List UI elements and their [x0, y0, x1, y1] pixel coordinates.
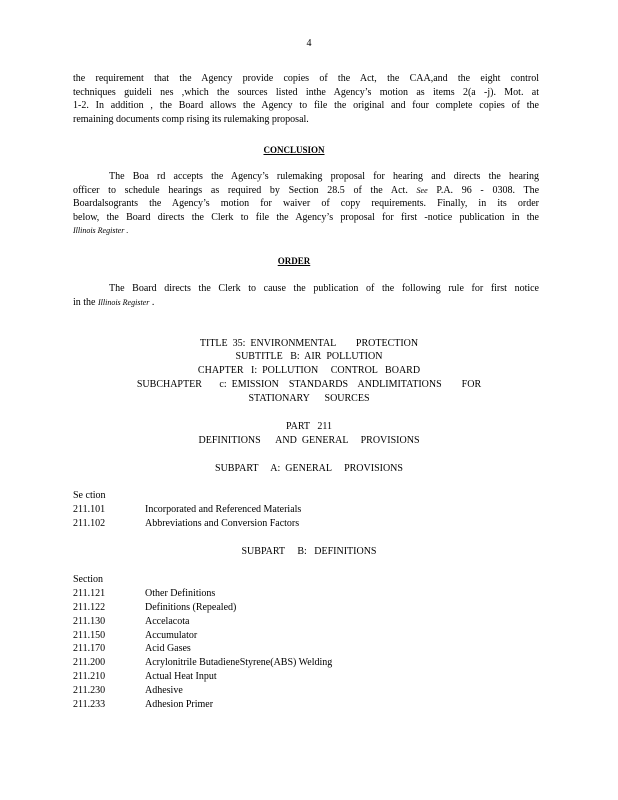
list-item: 211.122 Definitions (Repealed): [73, 601, 237, 613]
paragraph-conclusion: [73, 170, 539, 238]
subpart-a-heading: SUBPART A: GENERAL PROVISIONS: [215, 463, 403, 474]
list-item: 211.210 Actual Heat Input: [73, 671, 217, 683]
register-name: Illinois Register: [98, 297, 150, 307]
section-label: Section: [73, 574, 103, 585]
list-item: 211.200 Acrylonitrile ButadieneStyrene(ABS) Welding: [73, 657, 333, 669]
part-title: DEFINITIONS AND GENERAL PROVISIONS: [198, 435, 420, 446]
list-item: 211.102 Abbreviations and Conversion Factors: [73, 517, 300, 529]
text-line: in the Illinois Register .: [73, 296, 155, 308]
list-item: 211.130 Accelacota: [73, 615, 190, 627]
text-line: techniques guideli nes ,which the sources listed inthe Agency’s motion as items 2(a -j). Mot. at: [73, 86, 539, 98]
subchapter-line-2: STATIONARY SOURCES: [248, 393, 370, 404]
text-line: The Boa rd accepts the Agency’s rulemaking proposal for hearing and directs the hearing: [109, 171, 539, 182]
subpart-b-heading: SUBPART B: DEFINITIONS: [241, 546, 377, 557]
text-line: officer to schedule hearings as required by Section 28.5 of the Act. See P.A. 96 - 0308. The: [73, 184, 540, 196]
section-list-subpart-a: [73, 489, 301, 531]
text-line: the requirement that the Agency provide copies of the Act, the CAA,and the eight control: [73, 73, 539, 84]
section-list-subpart-b: [73, 573, 332, 712]
list-item: 211.230 Adhesive: [73, 685, 183, 697]
subchapter-line: SUBCHAPTER c: EMISSION STANDARDS ANDLIMITATIONS FOR: [136, 379, 482, 390]
list-item: 211.233 Adhesion Primer: [73, 699, 214, 711]
list-item: 211.101 Incorporated and Referenced Materials: [73, 503, 302, 515]
list-item: 211.150 Accumulator: [73, 629, 198, 641]
part-number: PART 211: [286, 421, 332, 432]
text-line: 1-2. In addition , the Board allows the Agency to file the original and four complete copies of the: [73, 100, 539, 112]
list-item: 211.170 Acid Gases: [73, 643, 191, 655]
text-line: Boardalsogrants the Agency’s motion for waiver of copy requirements. Finally, in its order: [73, 198, 539, 210]
order-heading: ORDER: [277, 256, 311, 266]
section-label: Se ction: [73, 490, 106, 501]
text-line: below, the Board directs the Clerk to file the Agency’s proposal for first -notice publication in the: [73, 211, 539, 223]
list-item: 211.121 Other Definitions: [73, 587, 216, 599]
paragraph-motion-ruling: [73, 72, 539, 126]
conclusion-heading: CONCLUSION: [263, 145, 325, 155]
text-line: The Board directs the Clerk to cause the publication of the following rule for first notice: [109, 283, 539, 294]
text-line: remaining documents comp rising its rulemaking proposal.: [73, 113, 309, 125]
page-number: 4: [306, 38, 312, 49]
title-line: TITLE 35: ENVIRONMENTAL PROTECTION: [199, 338, 419, 349]
register-name: Illinois Register .: [73, 226, 129, 236]
paragraph-order: [73, 282, 539, 309]
chapter-line: CHAPTER I: POLLUTION CONTROL BOARD: [197, 365, 421, 376]
subtitle-line: SUBTITLE B: AIR POLLUTION: [235, 351, 383, 362]
see-citation: See: [416, 185, 428, 195]
